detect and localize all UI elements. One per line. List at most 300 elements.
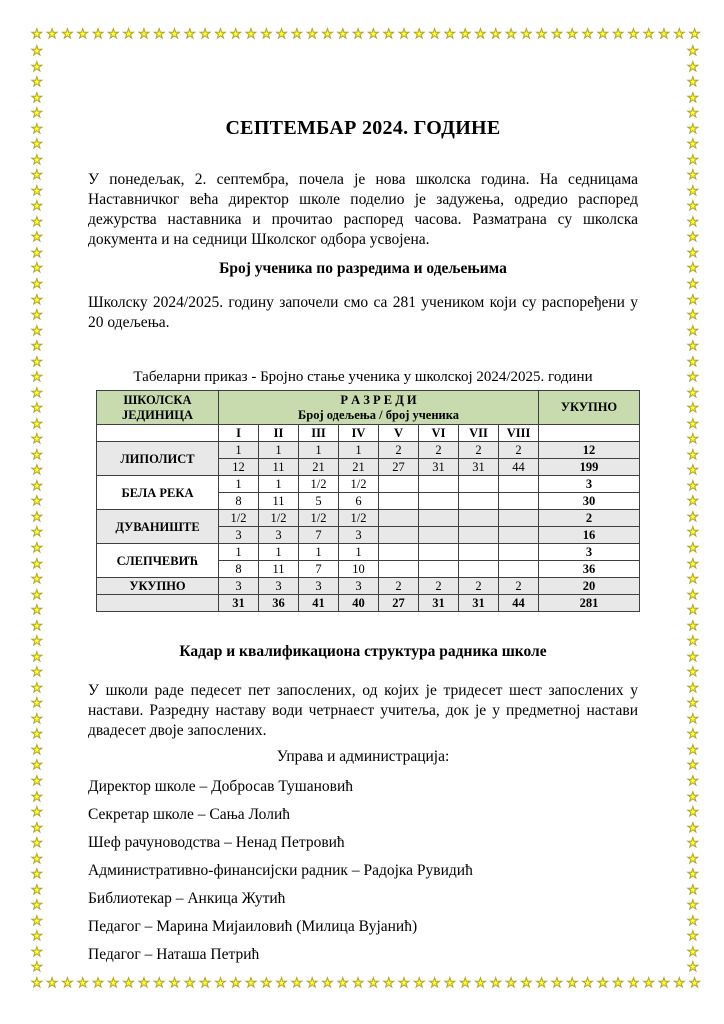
star-icon: ★ — [31, 59, 43, 75]
star-icon: ★ — [260, 976, 273, 991]
star-icon: ★ — [688, 976, 701, 991]
table-cell: 1 — [299, 544, 339, 561]
staff-entry: Секретар школе – Сања Лолић — [88, 806, 291, 823]
table-cell: 1 — [259, 476, 299, 493]
totals-label-cell: УКУПНО — [97, 578, 219, 595]
star-icon: ★ — [153, 976, 166, 991]
star-icon: ★ — [31, 913, 43, 929]
star-icon: ★ — [520, 27, 533, 42]
star-icon: ★ — [413, 976, 426, 991]
star-icon: ★ — [687, 649, 699, 665]
star-icon: ★ — [687, 680, 699, 696]
star-icon: ★ — [687, 789, 699, 805]
star-icon: ★ — [31, 121, 43, 137]
table-cell: 3 — [339, 578, 379, 595]
school-name-cell: ДУВАНИШТЕ — [97, 510, 219, 544]
table-cell: 2 — [379, 578, 419, 595]
star-icon: ★ — [31, 261, 43, 277]
star-icon: ★ — [459, 976, 471, 991]
table-cell: 11 — [259, 493, 299, 510]
row-total-cell: 3 — [539, 544, 640, 561]
star-icon: ★ — [642, 976, 655, 991]
star-icon: ★ — [687, 587, 699, 603]
star-icon: ★ — [183, 976, 196, 991]
star-icon: ★ — [46, 27, 58, 42]
star-icon: ★ — [398, 976, 410, 991]
star-icon: ★ — [31, 90, 43, 106]
table-cell — [459, 476, 499, 493]
star-icon: ★ — [31, 416, 43, 432]
star-icon: ★ — [428, 27, 441, 42]
star-icon: ★ — [199, 976, 211, 991]
table-cell: 3 — [299, 578, 339, 595]
star-icon: ★ — [535, 976, 548, 991]
star-icon: ★ — [658, 976, 670, 991]
star-icon: ★ — [31, 851, 43, 867]
table-cell: 41 — [299, 595, 339, 612]
star-icon: ★ — [183, 27, 196, 42]
star-icon: ★ — [31, 447, 43, 463]
star-icon: ★ — [321, 976, 334, 991]
star-icon: ★ — [687, 882, 699, 898]
star-icon: ★ — [214, 27, 227, 42]
star-icon: ★ — [687, 168, 699, 184]
star-icon: ★ — [122, 976, 135, 991]
star-icon: ★ — [31, 75, 43, 91]
star-icon: ★ — [31, 106, 43, 122]
staff-list — [88, 777, 638, 965]
header-grade-cell: I — [219, 425, 259, 442]
table-cell — [379, 544, 419, 561]
star-icon: ★ — [428, 976, 441, 991]
star-icon: ★ — [687, 385, 699, 401]
star-icon: ★ — [31, 587, 43, 603]
star-icon: ★ — [687, 292, 699, 308]
staff-entry: Библиотекар – Анкица Жутић — [88, 890, 286, 907]
star-icon: ★ — [687, 665, 699, 681]
star-icon: ★ — [31, 944, 43, 960]
star-icon: ★ — [658, 27, 670, 42]
staff-entry: Директор школе – Добросав Тушановић — [88, 778, 354, 795]
star-icon: ★ — [31, 649, 43, 665]
table-cell: 21 — [299, 459, 339, 476]
star-icon: ★ — [199, 27, 211, 42]
star-border-bottom — [31, 977, 701, 993]
table-cell — [419, 476, 459, 493]
star-icon: ★ — [122, 27, 135, 42]
star-icon: ★ — [291, 976, 303, 991]
star-icon: ★ — [31, 463, 43, 479]
row-total-cell: 2 — [539, 510, 640, 527]
star-icon: ★ — [566, 976, 579, 991]
table-row — [97, 544, 640, 561]
table-cell: 7 — [299, 527, 339, 544]
star-icon: ★ — [673, 976, 686, 991]
star-icon: ★ — [687, 711, 699, 727]
table-cell: 10 — [339, 561, 379, 578]
table-cell — [379, 510, 419, 527]
table-cell: 44 — [499, 595, 539, 612]
table-cell: 3 — [219, 578, 259, 595]
table-cell — [459, 510, 499, 527]
staff-entry: Шеф рачуноводства – Ненад Петровић — [88, 834, 345, 851]
table-cell: 21 — [339, 459, 379, 476]
intro-paragraph: У понедељак, 2. септембра, почела је нова школска година. На седницама Наставничког већа директор школе поделио је задужења, одредио распоред дежурства наставника и прочитао распоред часова. Разматрана су школска документа и на седници Школског одбора усвојена. — [88, 171, 638, 248]
table-cell: 2 — [379, 442, 419, 459]
star-icon: ★ — [245, 976, 257, 991]
table-cell: 1/2 — [339, 510, 379, 527]
star-icon: ★ — [31, 618, 43, 634]
table-cell — [419, 493, 459, 510]
star-icon: ★ — [31, 183, 43, 199]
row-total-cell: 30 — [539, 493, 640, 510]
staff-paragraph: У школи раде педесет пет запослених, од којих је тридесет шест запослених у настави. Разредну наставу води четрнаест учитеља, док је у предметној настави двадесет двоје запослених. — [88, 682, 638, 739]
star-icon: ★ — [31, 820, 43, 836]
star-icon: ★ — [444, 27, 456, 42]
staff-entry: Педагог – Наташа Петрић — [88, 946, 260, 963]
star-icon: ★ — [31, 432, 43, 448]
star-icon: ★ — [687, 308, 699, 324]
table-cell: 11 — [259, 459, 299, 476]
star-icon: ★ — [229, 976, 242, 991]
star-icon: ★ — [92, 27, 104, 42]
table-cell: 27 — [379, 595, 419, 612]
table-cell: 7 — [299, 561, 339, 578]
staff-entry: Педагог – Марина Мијаиловић (Милица Вујанић) — [88, 918, 418, 935]
star-icon: ★ — [291, 27, 303, 42]
star-icon: ★ — [31, 214, 43, 230]
table-row — [97, 442, 640, 459]
grand-total-cell: 20 — [539, 578, 640, 595]
header-grade-cell: VI — [419, 425, 459, 442]
star-icon: ★ — [352, 976, 364, 991]
star-icon: ★ — [31, 199, 43, 215]
star-icon: ★ — [687, 634, 699, 650]
table-cell: 1 — [259, 544, 299, 561]
star-icon: ★ — [61, 27, 74, 42]
row-total-cell: 3 — [539, 476, 640, 493]
star-icon: ★ — [627, 976, 640, 991]
students-paragraph: Школску 2024/2025. годину започели смо са 281 учеником који су распоређени у 20 одељења. — [88, 294, 638, 331]
header-school-unit: ШКОЛСКА ЈЕДИНИЦА — [97, 391, 219, 425]
star-icon: ★ — [474, 976, 487, 991]
star-icon: ★ — [31, 556, 43, 572]
star-icon: ★ — [31, 929, 43, 945]
star-icon: ★ — [31, 836, 43, 852]
table-cell: 40 — [339, 595, 379, 612]
table-cell: 2 — [459, 578, 499, 595]
star-icon: ★ — [687, 572, 699, 588]
star-icon: ★ — [31, 494, 43, 510]
star-icon: ★ — [31, 773, 43, 789]
table-cell — [419, 544, 459, 561]
star-icon: ★ — [76, 27, 89, 42]
star-icon: ★ — [31, 603, 43, 619]
table-roman-row — [97, 425, 640, 442]
header-grade-cell: VII — [459, 425, 499, 442]
header-grade-cell: IV — [339, 425, 379, 442]
table-cell — [419, 527, 459, 544]
star-icon: ★ — [687, 758, 699, 774]
star-icon: ★ — [245, 27, 257, 42]
star-icon: ★ — [627, 27, 640, 42]
table-cell: 3 — [219, 527, 259, 544]
star-icon: ★ — [673, 27, 686, 42]
star-icon: ★ — [31, 354, 43, 370]
star-icon: ★ — [76, 976, 89, 991]
table-row — [97, 595, 640, 612]
star-icon: ★ — [31, 805, 43, 821]
star-icon: ★ — [687, 929, 699, 945]
header-empty-cell — [539, 425, 640, 442]
star-icon: ★ — [535, 27, 548, 42]
table-cell: 1 — [299, 442, 339, 459]
enrollment-table-body — [97, 442, 640, 612]
star-icon: ★ — [687, 245, 699, 261]
star-icon: ★ — [687, 276, 699, 292]
star-icon: ★ — [31, 711, 43, 727]
star-icon: ★ — [321, 27, 334, 42]
star-icon: ★ — [168, 27, 181, 42]
star-icon: ★ — [687, 199, 699, 215]
star-icon: ★ — [31, 385, 43, 401]
star-icon: ★ — [551, 976, 563, 991]
star-icon: ★ — [46, 976, 58, 991]
table-cell: 11 — [259, 561, 299, 578]
star-icon: ★ — [687, 541, 699, 556]
table-cell: 31 — [419, 595, 459, 612]
star-icon: ★ — [31, 665, 43, 681]
enrollment-table-head — [97, 391, 640, 442]
star-icon: ★ — [687, 773, 699, 789]
admin-heading: Управа и администрација: — [276, 748, 450, 765]
star-icon: ★ — [31, 882, 43, 898]
star-icon: ★ — [459, 27, 471, 42]
page-title: СЕПТЕМБАР 2024. ГОДИНЕ — [225, 117, 501, 139]
table-cell: 3 — [259, 578, 299, 595]
row-total-cell: 36 — [539, 561, 640, 578]
star-icon: ★ — [260, 27, 273, 42]
star-icon: ★ — [687, 432, 699, 448]
star-icon: ★ — [31, 137, 43, 153]
table-cell — [459, 527, 499, 544]
table-cell: 5 — [299, 493, 339, 510]
star-icon: ★ — [687, 898, 699, 914]
table-cell — [499, 493, 539, 510]
table-cell — [499, 510, 539, 527]
table-cell — [459, 544, 499, 561]
table-cell: 3 — [339, 527, 379, 544]
table-caption: Табеларни приказ - Бројно стање ученика у школској 2024/2025. години — [133, 369, 593, 385]
star-icon: ★ — [306, 976, 318, 991]
star-icon: ★ — [31, 960, 43, 976]
star-icon: ★ — [336, 27, 349, 42]
star-icon: ★ — [31, 634, 43, 650]
star-icon: ★ — [687, 944, 699, 960]
table-cell: 31 — [459, 459, 499, 476]
header-total: УКУПНО — [539, 391, 640, 425]
header-grade-cell: VIII — [499, 425, 539, 442]
star-icon: ★ — [687, 851, 699, 867]
table-cell — [499, 476, 539, 493]
star-border-right — [687, 45, 703, 975]
star-icon: ★ — [214, 976, 227, 991]
table-cell: 2 — [459, 442, 499, 459]
star-icon: ★ — [687, 618, 699, 634]
star-icon: ★ — [382, 27, 395, 42]
table-cell — [459, 561, 499, 578]
star-icon: ★ — [687, 478, 699, 494]
table-cell: 1/2 — [299, 476, 339, 493]
star-icon: ★ — [687, 913, 699, 929]
table-cell: 2 — [419, 578, 459, 595]
star-icon: ★ — [687, 447, 699, 463]
table-cell: 1 — [219, 442, 259, 459]
star-icon: ★ — [687, 370, 699, 386]
star-icon: ★ — [566, 27, 579, 42]
header-grades — [219, 391, 539, 425]
star-icon: ★ — [687, 867, 699, 883]
star-icon: ★ — [31, 292, 43, 308]
empty-cell — [97, 595, 219, 612]
section-heading-staff: Кадар и квалификациона структура радника школе — [179, 643, 547, 660]
star-icon: ★ — [367, 976, 380, 991]
table-cell: 1 — [219, 476, 259, 493]
star-icon: ★ — [413, 27, 426, 42]
table-cell: 2 — [419, 442, 459, 459]
table-row — [97, 476, 640, 493]
star-icon: ★ — [31, 867, 43, 883]
star-icon: ★ — [489, 27, 502, 42]
staff-entry: Административно-финансијски радник – Радојка Рувидић — [88, 862, 473, 879]
star-icon: ★ — [687, 261, 699, 277]
star-icon: ★ — [31, 758, 43, 774]
star-icon: ★ — [687, 214, 699, 230]
star-icon: ★ — [612, 27, 624, 42]
star-icon: ★ — [61, 976, 74, 991]
table-cell — [379, 476, 419, 493]
table-cell: 2 — [499, 578, 539, 595]
table-cell: 8 — [219, 561, 259, 578]
star-icon: ★ — [581, 976, 594, 991]
star-icon: ★ — [687, 339, 699, 355]
table-cell: 6 — [339, 493, 379, 510]
document-content — [88, 0, 638, 973]
school-name-cell: СЛЕПЧЕВИЋ — [97, 544, 219, 578]
header-grade-cell: II — [259, 425, 299, 442]
star-icon: ★ — [367, 27, 380, 42]
star-icon: ★ — [687, 183, 699, 199]
star-icon: ★ — [687, 137, 699, 153]
star-icon: ★ — [31, 339, 43, 355]
star-icon: ★ — [642, 27, 655, 42]
star-icon: ★ — [31, 478, 43, 494]
table-cell: 36 — [259, 595, 299, 612]
grand-total-cell: 281 — [539, 595, 640, 612]
table-cell: 1/2 — [339, 476, 379, 493]
table-row — [97, 510, 640, 527]
header-grade-cell: III — [299, 425, 339, 442]
star-icon: ★ — [505, 27, 517, 42]
star-icon: ★ — [31, 525, 43, 541]
star-icon: ★ — [687, 820, 699, 836]
table-cell: 3 — [259, 527, 299, 544]
star-icon: ★ — [31, 230, 43, 246]
header-grades-line1: Р А З Р Е Д И — [340, 392, 417, 407]
star-icon: ★ — [687, 121, 699, 137]
star-icon: ★ — [107, 976, 120, 991]
table-cell: 1 — [219, 544, 259, 561]
star-icon: ★ — [168, 976, 181, 991]
star-icon: ★ — [687, 836, 699, 852]
star-icon: ★ — [31, 976, 43, 991]
star-border-left — [31, 45, 47, 975]
table-cell — [379, 493, 419, 510]
star-icon: ★ — [382, 976, 395, 991]
table-cell: 31 — [219, 595, 259, 612]
star-icon: ★ — [687, 742, 699, 758]
star-icon: ★ — [31, 276, 43, 292]
star-icon: ★ — [31, 245, 43, 261]
star-icon: ★ — [31, 370, 43, 386]
star-icon: ★ — [687, 960, 699, 976]
star-icon: ★ — [687, 230, 699, 246]
star-icon: ★ — [489, 976, 502, 991]
row-total-cell: 199 — [539, 459, 640, 476]
school-name-cell: БЕЛА РЕКА — [97, 476, 219, 510]
table-cell: 44 — [499, 459, 539, 476]
header-empty-cell — [97, 425, 219, 442]
star-icon: ★ — [687, 727, 699, 743]
star-icon: ★ — [336, 976, 349, 991]
star-icon: ★ — [275, 976, 288, 991]
table-cell: 1/2 — [299, 510, 339, 527]
star-icon: ★ — [306, 27, 318, 42]
star-icon: ★ — [275, 27, 288, 42]
star-icon: ★ — [687, 494, 699, 510]
table-cell: 12 — [219, 459, 259, 476]
table-cell — [499, 527, 539, 544]
star-icon: ★ — [398, 27, 410, 42]
table-cell: 31 — [459, 595, 499, 612]
star-icon: ★ — [687, 75, 699, 91]
star-icon: ★ — [687, 354, 699, 370]
header-grades-line2: Број одељења / број ученика — [298, 407, 459, 422]
table-cell — [379, 561, 419, 578]
table-cell: 1/2 — [219, 510, 259, 527]
table-cell — [419, 510, 459, 527]
star-icon: ★ — [31, 27, 43, 42]
table-cell — [459, 493, 499, 510]
star-icon: ★ — [687, 152, 699, 168]
table-row — [97, 578, 640, 595]
star-icon: ★ — [687, 556, 699, 572]
table-cell — [499, 561, 539, 578]
star-icon: ★ — [581, 27, 594, 42]
star-icon: ★ — [31, 742, 43, 758]
row-total-cell: 12 — [539, 442, 640, 459]
star-icon: ★ — [31, 323, 43, 339]
header-grade-cell: V — [379, 425, 419, 442]
star-icon: ★ — [474, 27, 487, 42]
table-header-row — [97, 391, 640, 425]
star-icon: ★ — [31, 541, 43, 556]
star-icon: ★ — [31, 152, 43, 168]
star-icon: ★ — [31, 727, 43, 743]
row-total-cell: 16 — [539, 527, 640, 544]
table-cell: 1 — [259, 442, 299, 459]
star-icon: ★ — [596, 976, 609, 991]
